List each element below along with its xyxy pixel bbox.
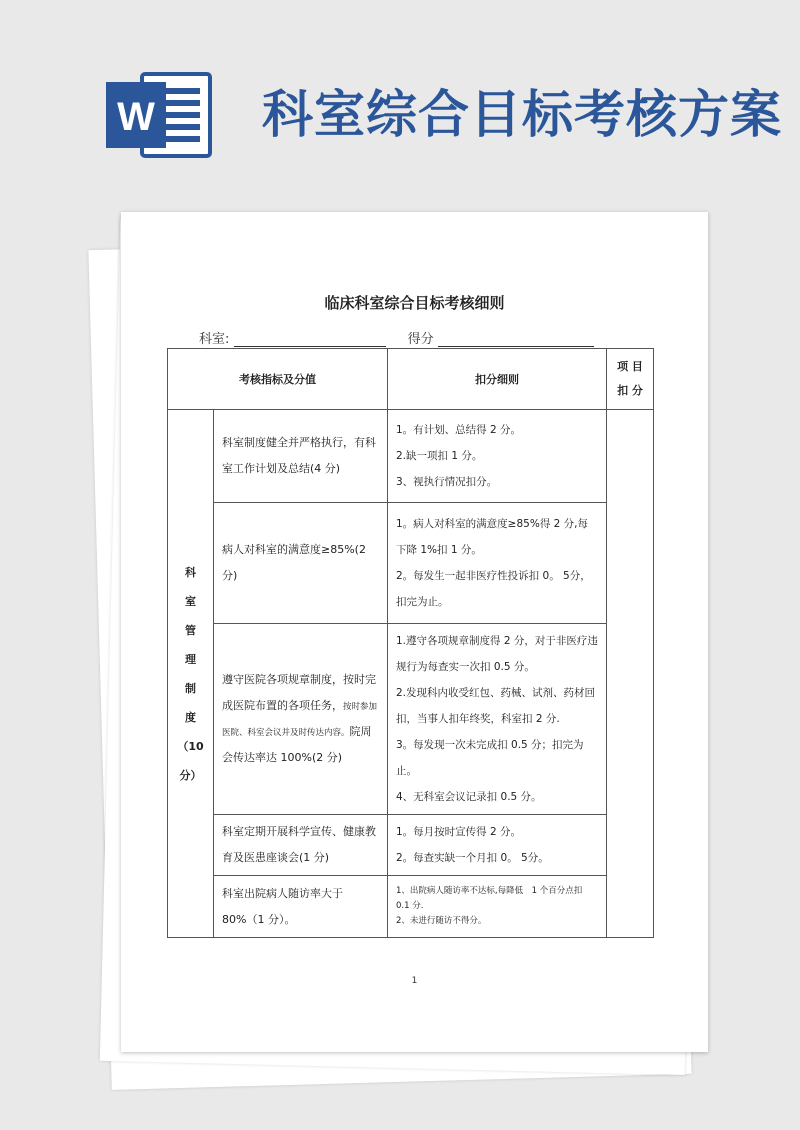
dept-blank-line[interactable] xyxy=(234,332,386,347)
document-title: 临床科室综合目标考核细则 xyxy=(324,294,505,312)
assessment-table xyxy=(167,348,654,938)
table-row xyxy=(168,876,654,938)
document-page xyxy=(121,212,708,1052)
indicator-cell: 科室制度健全并严格执行，有科室工作计划及总结(4 分) xyxy=(214,410,388,503)
word-logo-icon xyxy=(104,70,214,160)
header-project xyxy=(607,349,654,410)
svg-text:W: W xyxy=(117,95,155,139)
indicator-cell: 遵守医院各项规章制度，按时完成医院布置的各项任务，按时参加医院、科室会议并及时传达内容。院周会传达率达 100%(2 分) xyxy=(214,624,388,815)
score-blank-line[interactable] xyxy=(438,332,594,347)
header-indicator: 考核指标及分值 xyxy=(168,349,388,410)
indicator-cell: 科室定期开展科学宣传、健康教育及医患座谈会(1 分) xyxy=(214,815,388,876)
deduction-cell: 1。有计划、总结得 2 分。 2.缺一项扣 1 分。 3、视执行情况扣分。 xyxy=(388,410,607,503)
header-project-line2: 扣 分 xyxy=(617,384,643,397)
deduction-cell: 1.遵守各项规章制度得 2 分，对于非医疗违规行为每查实一次扣 0.5 分。 2.发现科内收受红包、药械、试剂、药材回扣，当事人扣年终奖，科室扣 2 分. 3。每发现一次未完成扣 0.5 分；扣完为止。 4、无科室会议记录扣 0.5 分。 xyxy=(388,624,607,815)
header-deduction: 扣分细则 xyxy=(388,349,607,410)
category-cell: 科 室 管 理 制 度 （10 分） xyxy=(168,410,214,938)
banner-title: 科室综合目标考核方案 xyxy=(262,86,783,145)
table-row xyxy=(168,815,654,876)
dept-label: 科室: xyxy=(199,332,230,347)
header-fields xyxy=(199,328,594,347)
deduction-cell: 1。病人对科室的满意度≥85%得 2 分,每下降 1%扣 1 分。 2。每发生一起非医疗性投诉扣 0。 5分，扣完为止。 xyxy=(388,503,607,624)
score-label: 得分 xyxy=(407,332,434,347)
header-project-line1: 项 目 xyxy=(617,360,643,373)
project-deduction-cell[interactable] xyxy=(607,410,654,938)
indicator-cell: 病人对科室的满意度≥85%(2 分) xyxy=(214,503,388,624)
table-row xyxy=(168,624,654,815)
indicator-cell: 科室出院病人随访率大于 80%（1 分）。 xyxy=(214,876,388,938)
deduction-cell: 1、出院病人随访率不达标,每降低 1 个百分点扣 0.1 分. 2、未进行随访不得分。 xyxy=(388,876,607,938)
page-number: 1 xyxy=(411,976,418,986)
table-row xyxy=(168,503,654,624)
table-header-row xyxy=(168,349,654,410)
deduction-cell: 1。每月按时宣传得 2 分。 2。每查实缺一个月扣 0。 5分。 xyxy=(388,815,607,876)
table-row xyxy=(168,410,654,503)
